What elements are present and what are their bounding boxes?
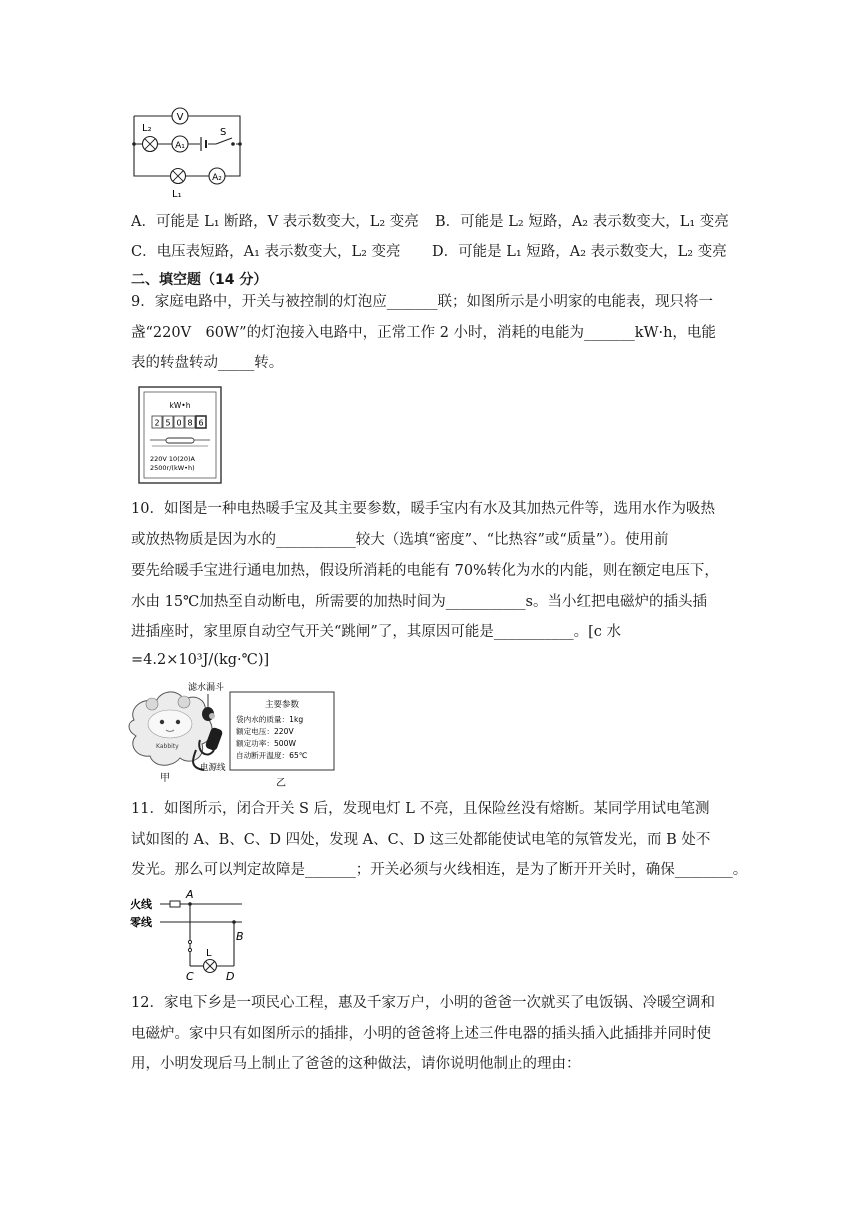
lamp-l2 [142,123,158,152]
meter-unit: kW•h [169,401,191,410]
lamp-l1 [171,169,186,201]
meter-digit: 5 [165,418,171,428]
household-circuit-figure [128,888,258,984]
battery-icon [200,136,208,152]
q10-line-4: 水由 15℃加热至自动断电，所需要的加热时间为___________s。当小红把电磁炉的插头插 [131,594,707,610]
figure-label-a: 甲 [160,773,170,784]
lamp-l [204,948,217,973]
funnel-label: 滤水漏斗 [188,683,225,693]
q8-option-d: D．可能是 L₁ 短路，A₂ 表示数变大，L₂ 变亮 [432,244,727,260]
q11-line-1: 11．如图所示，闭合开关 S 后，发现电灯 L 不亮，且保险丝没有熔断。某同学用试电笔测 [131,801,710,817]
param-line: 额定电压：220V [236,727,294,736]
cord-label: 电源线 [200,763,226,773]
q8-option-c: C．电压表短路，A₁ 表示数变大，L₂ 变亮 [131,244,401,260]
q10-line-1: 10．如图是一种电热暖手宝及其主要参数，暖手宝内有水及其加热元件等，选用水作为吸热 [131,501,715,517]
figure-label-b: 乙 [276,778,286,789]
neutral-wire-label: 零线 [130,916,152,929]
circuit-diagram-q8 [128,98,248,203]
ammeter-a2 [209,168,225,184]
param-line: 袋内水的质量：1kg [236,715,304,724]
point-d-label: D [226,970,235,983]
meter-digit: 0 [176,418,182,428]
q10-line-6: =4.2×10³J/(kg·℃)] [131,652,270,668]
svg-text:A₁: A₁ [175,141,185,151]
point-a-label: A [186,888,194,901]
q12-line-1: 12．家电下乡是一项民心工程，惠及千家万户，小明的爸爸一次就买了电饭锅、冷暖空调和 [131,995,715,1011]
svg-text:S: S [220,127,227,138]
meter-digit: 8 [187,418,193,428]
q11-line-3: 发光。那么可以判定故障是_______；开关必须与火线相连，是为了断开开关时，确保________。 [131,862,748,878]
q10-line-2: 或放热物质是因为水的___________较大（选填“密度”、“比热容”或“质量”）。使用前 [131,532,669,548]
ammeter-a1 [172,136,188,152]
meter-constant: 2500r/(kW•h) [150,464,195,472]
q9-line-1: 9．家庭电路中，开关与被控制的灯泡应_______联；如图所示是小明家的电能表，现只将一 [131,294,713,310]
point-c-label: C [186,970,194,983]
voltmeter-v [172,108,188,124]
electric-meter-figure [138,386,222,484]
section-title: 二、填空题（14 分） [131,272,268,288]
svg-text:V: V [176,112,184,123]
svg-text:A₂: A₂ [212,173,222,183]
svg-text:L: L [206,948,212,959]
hand-warmer-image [129,692,212,765]
q12-line-3: 用，小明发现后马上制止了爸爸的这种做法，请你说明他制止的理由： [131,1056,581,1072]
params-title: 主要参数 [264,700,300,710]
fuse-icon [170,901,180,907]
q8-option-b: B．可能是 L₂ 短路，A₂ 表示数变大，L₁ 变亮 [435,214,729,230]
brand-label: Kabbity [156,743,179,750]
switch-s [216,127,236,146]
meter-digits [152,416,206,428]
q9-line-3: 表的转盘转动_____转。 [131,355,284,371]
svg-text:L₂: L₂ [142,123,152,134]
meter-digit: 6 [198,418,204,428]
param-line: 额定功率：500W [236,739,296,748]
live-wire-label: 火线 [130,898,152,911]
svg-text:L₁: L₁ [172,189,182,200]
q8-option-a: A．可能是 L₁ 断路，V 表示数变大，L₂ 变亮 [131,214,419,230]
point-b-label: B [236,930,244,943]
q9-line-2: 盏“220V 60W”的灯泡接入电路中，正常工作 2 小时，消耗的电能为_______kW·h，电能 [131,325,716,341]
q10-line-5: 进插座时，家里原自动空气开关“跳闸”了，其原因可能是___________。[c 水 [131,624,621,640]
parameter-table [230,692,334,770]
q10-line-3: 要先给暖手宝进行通电加热，假设所消耗的电能有 70%转化为水的内能，则在额定电压下， [131,563,719,579]
param-line: 自动断开温度：65℃ [236,751,308,760]
meter-digit: 2 [154,418,160,428]
hand-warmer-figure [126,680,341,790]
q12-line-2: 电磁炉。家中只有如图所示的插排，小明的爸爸将上述三件电器的插头插入此插排并同时使 [131,1026,711,1042]
meter-rating: 220V 10(20)A [150,455,195,463]
q11-line-2: 试如图的 A、B、C、D 四处，发现 A、C、D 这三处都能使试电笔的氖管发光，而 B 处不 [131,832,711,848]
